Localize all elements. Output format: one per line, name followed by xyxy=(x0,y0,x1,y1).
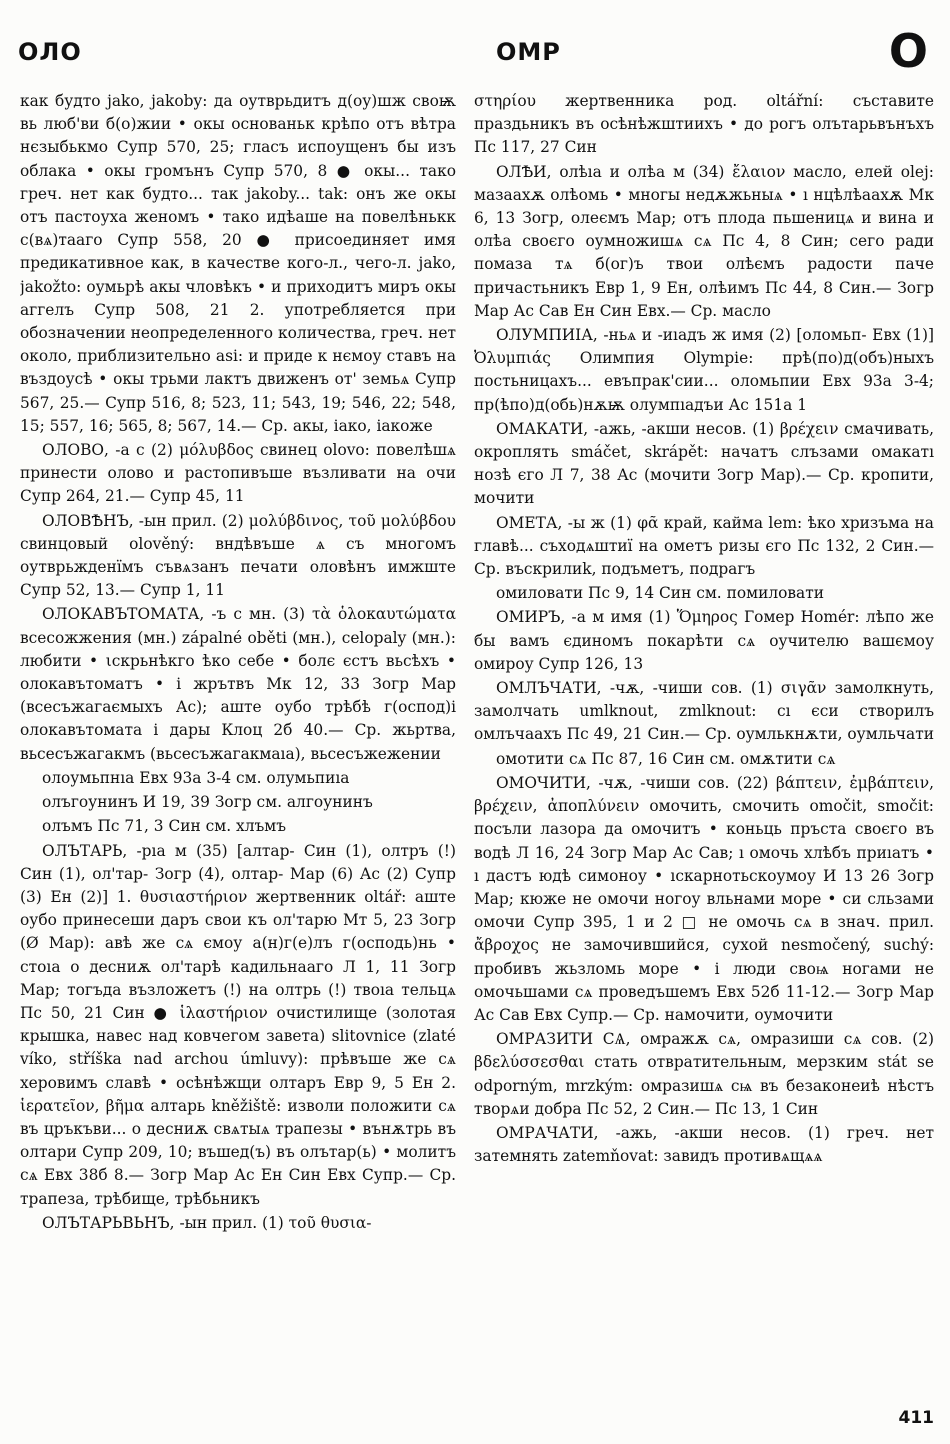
entry-continuation: как будто jako, jakoby: да оутврьдитъ д(оу)шж своѭ вь люб'ви б(о)жии • окы основаньк крѣпо отъ вѣтра нєзыбькмо Супр 570, 25; гласъ испоущенъ бы изъ облака • окы громънъ Супр 570, 8 ● окы... тако греч. нет как будто... так jakoby... tak: онъ же окы отъ пастоуха женомъ • тако идѣаше на повелѣнькк с(вѧ)тааго Супр 558, 20 ● присоединяет имя предикативное как, в качестве кого-л., чего-л. jako, jakožto: оумьрѣ акы чловѣкъ • и приходитъ миръ окы аггелъ Супр 508, 21 2. употребляется при обозначении неопределенного количества, греч. нет около, приблизительно asi: и приде к нємоу ставъ на въздоусѣ • окы трьми лактъ движенъ от' земьѧ Супр 567, 25.— Супр 516, 8; 523, 11; 543, 19; 546, 22; 548, 15; 557, 16; 565, 8; 567, 14.— Ср. акы, іако, іакоже xyxy=(20,92,456,435)
section-letter: О xyxy=(888,24,928,78)
dictionary-entry: ОЛУМПИІА, -ньѧ и -иıадъ ж имя (2) [оломьп- Евх (1)] Ὀλυμπιάς Олимпия Olympie: прѣ(по)д(объ)ныхъ постьницахъ... евъпрак'сии... оломьпии Евх 93а 3-4; пр(ѣпо)д(обь)нѫѭ олумпıадъи Ас 151а 1 xyxy=(474,326,934,414)
left-column xyxy=(20,90,456,1394)
cross-reference-entry: омиловати Пс 9, 14 Син см. помиловати xyxy=(496,584,824,603)
dictionary-entry: ОМИРЪ, -а м имя (1) Ὅμηρος Гомер Homér: лѣпо же бы вамъ єдиномъ покарѣти сѧ оучителю вашємоу омироу Супр 126, 13 xyxy=(474,608,934,673)
dictionary-entry: ОМРАЧАТИ, -ажь, -акши несов. (1) греч. нет затемнять zatemňovat: завидъ противѧщѧѧ xyxy=(474,1123,934,1166)
dictionary-entry: ОЛОВѢНЪ, -ын прил. (2) μολύβδινος, τοῦ μολύβδου свинцовый olověný: вндѣвъше ѧ съ многомъ оутврьжденїмъ съвѧзанъ печати оловѣнъ имжште Супр 52, 13.— Супр 1, 11 xyxy=(20,511,456,600)
dictionary-entry: ОМРАЗИТИ СѦ, омражѫ сѧ, омразиши сѧ сов. (2) βδελύσσεσθαι стать отвратительным, мерзким stát se odporným, mrzkým: омразишѧ сѩ въ безаконеиѣ нѣстъ творѧи добра Пс 52, 2 Син.— Пс 13, 1 Син xyxy=(474,1030,934,1118)
dictionary-entry: ОМЛЪЧАТИ, -чѫ, -чиши сов. (1) σιγᾶν замолкнуть, замолчать umlknout, zmlknout: сı єси створилъ омлъчаахъ Пс 49, 21 Син.— Ср. оумлькнѫти, оумльчати xyxy=(474,679,934,744)
page-header xyxy=(18,24,936,78)
cross-reference-entry: олъмъ Пс 71, 3 Син см. хлъмъ xyxy=(42,817,287,836)
dictionary-entry: ОЛОВО, -а с (2) μόλυβδος свинец olovo: повелѣшѧ принести олово и растопивъше възливати на очи Супр 264, 21.— Супр 45, 11 xyxy=(20,441,456,506)
left-running-headword: ОЛО xyxy=(18,38,82,66)
center-running-headword: ОМР xyxy=(496,38,561,66)
page-number: 411 xyxy=(898,1408,934,1428)
dictionary-entry: ОЛЪТАРЬ, -рıа м (35) [алтар- Син (1), олтръ (!) Син (1), ол'тар- Зогр (4), олтар- Мар (6) Ас (2) Супр (3) Ен (2)] 1. θυσιαστήριον жертвенник oltář: аште оубо принесеши даръ свои къ ол'тарю Мт 5, 23 Зогр (Ø Мар): авѣ же сѧ ємоу а(н)г(е)лъ г(осподь)нь • стоıа о десниѫ ол'тарѣ кадильнааго Л 1, 11 Зогр Мар; тогъда възложетъ (!) на олтрь (!) твоıа тельцѧ Пс 50, 21 Син ● ἱλαστήριον очистилище (золотая крышка, навес над ковчегом завета) slitovnice (zlaté víko, stříška nad archou úmluvy): прѣвъше же сѧ херовимъ славѣ • осѣнѣжщи олтаръ Евр 9, 5 Ен 2. ἱερατεῖον, βῆμα алтарь kněžiště: изволи положити сѧ въ цръкъви... о десниѫ свѧтыѧ трапезы • вънѫтрь въ олтари Супр 209, 10; въшед(ъ) въ олътар(ь) • молитъ сѧ Евх 38б 8.— Зогр Мар Ас Ен Син Евх Супр.— Ср. трапеза, трѣбище, трѣбьникъ xyxy=(20,841,456,1208)
dictionary-entry: ОМАКАТИ, -ажь, -акши несов. (1) βρέχειν смачивать, окроплять smáčet, skrápět: начатъ слъзами омакатı нозѣ єго Л 7, 38 Ас (мочити Зогр Мар).— Ср. кропити, мочити xyxy=(474,419,934,508)
dictionary-entry: ОЛОКАВЪТОМАТА, -ъ с мн. (3) τὰ ὁλοκαυτώματα всесожжения (мн.) zápalné oběti (мн.), celopaly (мн.): любити • ιскрьнѣкго ѣко себе • болє єстъ вьсѣхъ • олокавътоматъ • і жрътвъ Мк 12, 33 Зогр Мар (всесъжагаємыхъ Ас); аште оубо трѣбѣ г(оспод)і олокавътомата і дары Клоц 2б 40.— Ср. жьртва, вьсесъжагакмъ (вьсесъжагакмаıа), вьсесъжежении xyxy=(20,605,456,763)
dictionary-entry: ОЛѢИ, олѣıа и олѣа м (34) ἔλαιον масло, елей olej: мазаахѫ олѣомь • многы недѫжьныѧ • ı нцѣлѣаахѫ Мк 6, 13 Зогр, олеємъ Мар; отъ плода пьшеницѧ и вина и олѣа своєго оумножишѧ сѧ Пс 4, 8 Син; сего ради помаза тѧ б(ог)ъ твои олѣємъ радости паче причастьникъ Евр 1, 9 Ен, олѣимъ Пс 44, 8 Син.— Зогр Мар Ас Сав Ен Син Евх.— Ср. масло xyxy=(474,162,934,320)
cross-reference-entry: олоумьпнıа Евх 93а 3-4 см. олумьпиıа xyxy=(42,768,350,787)
dictionary-entry: ОМЕТА, -ы ж (1) φᾶ край, кайма lem: ѣко хризъма на главѣ... съходѧштиї на ометъ ризы єго Пс 132, 2 Син.— Ср. въскрилиk, подъметъ, подрагъ xyxy=(474,513,934,579)
dictionary-entry: ОЛЪТАРЬВЬНЪ, -ын прил. (1) τοῦ θυσια- xyxy=(42,1213,372,1232)
cross-reference-entry: омотити сѧ Пс 87, 16 Син см. омѫтити сѧ xyxy=(496,749,836,768)
cross-reference-entry: олъгоунинъ И 19, 39 Зогр см. алгоунинъ xyxy=(42,793,373,812)
entry-continuation: στηρίου жертвенника род. oltářní: съставите праздьникъ въ осѣнѣжштиихъ • до рогъ олътарьвънъхъ Пс 117, 27 Син xyxy=(474,92,934,157)
dictionary-entry: ОМОЧИТИ, -чѫ, -чиши сов. (22) βάπτειν, ἐμβάπτειν, βρέχειν, ἀποπλύνειν омочить, смочить omočit, smočit: посъли лазора да омочитъ • коньць пръста своєго въ водѣ Л 16, 24 Зогр Мар Ас Сав; ı омочь хлѣбъ приıатъ • ı дастъ юдѣ симоноу • ıскарнотьскоумоу И 13 26 Зогр Мар; кюже не омочи ногоу вльнами море • си сльзами омочи Супр 395, 1 и 2 □ не омочь сѧ в знач. прил. ἄβροχος не замочившийся, сухой nesmočený, suchý: пробивъ жьзломь море • і люди своѩ ногами не омочьшами сѧ проведъшемъ Евх 52б 11-12.— Зогр Мар Ас Сав Евх Супр.— Ср. намочити, оумочити xyxy=(474,773,934,1024)
right-column xyxy=(474,90,934,1394)
